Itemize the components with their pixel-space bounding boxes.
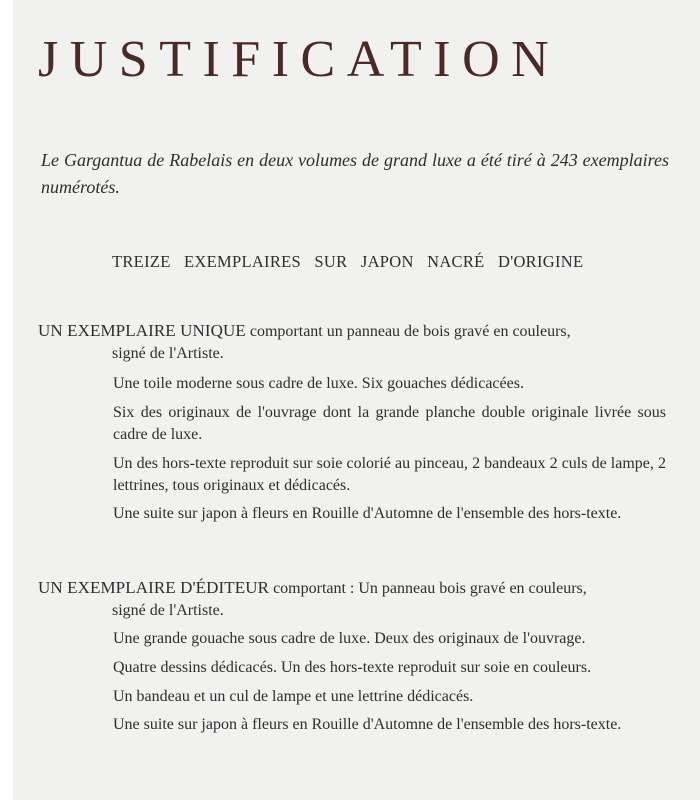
entry-unique-lead: comportant un panneau de bois gravé en couleurs, bbox=[245, 323, 571, 340]
entry-unique bbox=[38, 320, 666, 365]
entry-editeur-item: Une suite sur japon à fleurs en Rouille d'Automne de l'ensemble des hors-texte. bbox=[113, 716, 622, 733]
entry-editeur-item: Une grande gouache sous cadre de luxe. Deux des originaux de l'ouvrage. bbox=[113, 630, 586, 647]
entry-editeur bbox=[38, 577, 666, 622]
page-title: JUSTIFICATION bbox=[38, 31, 561, 88]
entry-unique-item: Une toile moderne sous cadre de luxe. Six gouaches dédicacées. bbox=[113, 375, 524, 392]
book-page bbox=[13, 0, 700, 800]
entry-editeur-item: Un bandeau et un cul de lampe et une lettrine dédicacés. bbox=[113, 688, 474, 705]
entry-editeur-continuation: signé de l'Artiste. bbox=[112, 602, 224, 619]
entry-unique-item: Six des originaux de l'ouvrage dont la grande planche double originale livrée sous cadre de luxe. bbox=[113, 404, 666, 443]
entry-unique-caps: UN EXEMPLAIRE UNIQUE bbox=[38, 321, 246, 340]
entry-unique-continuation: signé de l'Artiste. bbox=[112, 345, 224, 362]
entry-editeur-item: Quatre dessins dédicacés. Un des hors-texte reproduit sur soie en couleurs. bbox=[113, 659, 592, 676]
entry-unique-item: Une suite sur japon à fleurs en Rouille d'Automne de l'ensemble des hors-texte. bbox=[113, 505, 622, 522]
intro-paragraph: Le Gargantua de Rabelais en deux volumes de grand luxe a été tiré à 243 exemplaires numérotés. bbox=[41, 150, 669, 197]
entry-editeur-caps: UN EXEMPLAIRE D'ÉDITEUR bbox=[38, 578, 270, 597]
entry-editeur-lead: comportant : Un panneau bois gravé en couleurs, bbox=[269, 580, 587, 597]
section-heading: TREIZE EXEMPLAIRES SUR JAPON NACRÉ D'ORIGINE bbox=[112, 252, 584, 271]
entry-unique-item: Un des hors-texte reproduit sur soie colorié au pinceau, 2 bandeaux 2 culs de lampe, 2 lettrines, tous originaux et dédicacés. bbox=[113, 455, 666, 494]
